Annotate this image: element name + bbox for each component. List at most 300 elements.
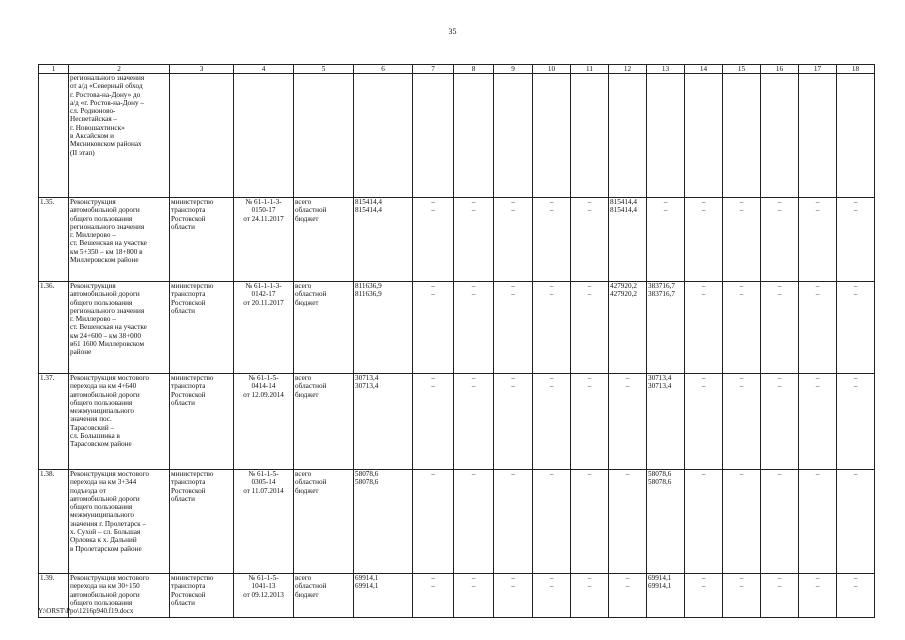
cell-line: – (701, 374, 706, 382)
amount-cell (799, 574, 837, 618)
cell-line: г. Миллерово – (70, 315, 116, 324)
amount-cell (454, 198, 494, 282)
column-number: 14 (685, 65, 723, 74)
item-number: 1.39. (39, 574, 69, 618)
customer-cell (170, 470, 234, 574)
cell-line: – (431, 290, 435, 299)
cell-line: – (549, 282, 554, 290)
amount-cell (723, 282, 761, 374)
object-name-cell (69, 282, 170, 374)
amount-cell (647, 198, 685, 282)
cell-line: сл. Большинка в (70, 432, 120, 441)
amount-cell (609, 470, 647, 574)
cell-line: – (431, 382, 435, 391)
amount-cell (609, 74, 647, 198)
cell-line: – (701, 574, 706, 582)
item-number: 1.36. (39, 282, 69, 374)
funding-source-cell (294, 470, 354, 574)
amount-cell (533, 374, 571, 470)
cell-line: области (171, 222, 196, 231)
cell-line: Реконструкция мостового (70, 574, 149, 582)
cell-line: общего пользования (70, 214, 133, 223)
cell-line: – (431, 582, 435, 591)
cell-line: – (739, 582, 744, 591)
column-number: 18 (837, 65, 875, 74)
cell-line: 811636,9 (355, 282, 382, 290)
cell-line: бюджет (295, 390, 319, 399)
cell-line: ст. Вешенская на участке (70, 323, 147, 332)
cell-line: – (511, 470, 515, 478)
customer-cell (170, 198, 234, 282)
amount-cell (837, 282, 875, 374)
amount-cell (413, 74, 454, 198)
cell-line: – (815, 470, 820, 478)
cell-line: Ростовской (171, 214, 206, 223)
cell-line: общего пользования (70, 503, 133, 512)
cell-line: № 61-1-5- (248, 470, 279, 478)
amount-cell (571, 198, 609, 282)
cell-line: общего пользования (70, 298, 133, 307)
amount-cell (413, 374, 454, 470)
amount-cell (354, 574, 413, 618)
column-number: 3 (170, 65, 234, 74)
cell-line: Ростовской (171, 590, 206, 599)
cell-line: – (815, 206, 820, 215)
document-cell (234, 282, 294, 374)
cell-line: – (549, 582, 554, 591)
funding-source-cell (294, 282, 354, 374)
cell-line: 815414,4 (610, 206, 637, 215)
cell-line: – (853, 374, 858, 382)
cell-line: – (511, 574, 515, 582)
cell-line: – (815, 574, 820, 582)
cell-line: областной (295, 478, 327, 487)
object-name-cell (69, 470, 170, 574)
object-name-cell (69, 374, 170, 470)
column-number: 1 (39, 65, 69, 74)
amount-cell (413, 282, 454, 374)
item-number: 1.37. (39, 374, 69, 470)
cell-line: – (739, 470, 744, 478)
cell-line: – (777, 290, 782, 299)
table-row (39, 198, 875, 282)
cell-line: г. Миллерово – (70, 231, 116, 240)
cell-line: – (815, 582, 820, 591)
column-number: 13 (647, 65, 685, 74)
cell-line: Ростовской (171, 486, 206, 495)
cell-line: – (815, 282, 820, 290)
cell-line: перехода на км 4+640 (70, 382, 137, 391)
column-number: 17 (799, 65, 837, 74)
cell-line: – (511, 290, 515, 299)
cell-line: – (549, 470, 554, 478)
object-name-cell (69, 74, 170, 198)
cell-line: 58078,6 (648, 478, 672, 487)
cell-line: – (549, 574, 554, 582)
cell-line: автомобильной дороги (70, 494, 140, 503)
cell-line: № 61-1-5- (248, 574, 279, 582)
document-cell (234, 574, 294, 618)
cell-line: Реконструкция (70, 282, 116, 290)
amount-cell (647, 574, 685, 618)
cell-line: – (587, 374, 592, 382)
cell-line: – (471, 382, 476, 391)
cell-line: от 24.11.2017 (243, 214, 284, 223)
column-number: 4 (234, 65, 294, 74)
cell-line: – (739, 282, 744, 290)
cell-line: от 20.11.2017 (243, 298, 284, 307)
cell-line: – (701, 290, 706, 299)
column-number: 5 (294, 65, 354, 74)
amount-cell (761, 374, 799, 470)
cell-line: – (701, 206, 706, 215)
column-number: 9 (494, 65, 533, 74)
amount-cell (533, 74, 571, 198)
cell-line: областной (295, 382, 327, 391)
amount-cell (413, 574, 454, 618)
cell-line: подъезда от (70, 486, 106, 495)
cell-line: – (739, 290, 744, 299)
cell-line: – (853, 382, 858, 391)
table-row (39, 282, 875, 374)
cell-line: 0305-14 (251, 478, 276, 487)
cell-line: – (431, 470, 435, 478)
cell-line: регионального значения (70, 74, 145, 82)
cell-line: г. Ростова-на-Дону» до (70, 90, 141, 99)
cell-line: 427920,2 (610, 290, 637, 299)
cell-line: – (739, 374, 744, 382)
cell-line: г. Новошахтинск» (70, 123, 125, 132)
cell-line: всего (295, 282, 312, 290)
cell-line: – (471, 470, 476, 478)
amount-cell (571, 74, 609, 198)
cell-line: сл. Родионово- (70, 107, 116, 116)
amount-cell (494, 470, 533, 574)
amount-cell (647, 374, 685, 470)
program-table (38, 64, 875, 618)
cell-line: – (853, 582, 858, 591)
cell-line: – (431, 206, 435, 215)
cell-line: а/д «г. Ростов-на-Дону – (70, 98, 144, 107)
cell-line: 1041-13 (251, 582, 276, 591)
amount-cell (454, 374, 494, 470)
cell-line: – (739, 198, 744, 206)
cell-line: 815414,4 (610, 198, 637, 206)
cell-line: – (587, 582, 592, 591)
column-number: 16 (761, 65, 799, 74)
column-number: 15 (723, 65, 761, 74)
amount-cell (685, 470, 723, 574)
cell-line: регионального значения (70, 222, 145, 231)
amount-cell (761, 574, 799, 618)
cell-line: области (171, 306, 196, 315)
amount-cell (837, 198, 875, 282)
cell-line: Тарасовском районе (70, 440, 132, 449)
cell-line: межмуниципального (70, 407, 134, 416)
funding-source-cell (294, 374, 354, 470)
cell-line: – (853, 206, 858, 215)
amount-cell (799, 374, 837, 470)
cell-line: регионального значения (70, 306, 145, 315)
amount-cell (799, 198, 837, 282)
cell-line: перехода на км 3+344 (70, 478, 137, 487)
amount-cell (685, 198, 723, 282)
amount-cell (533, 470, 571, 574)
document-cell (234, 74, 294, 198)
amount-cell (685, 282, 723, 374)
cell-line: – (701, 282, 706, 290)
table-row (39, 74, 875, 198)
cell-line: значения г. Пролетарск – (70, 519, 147, 528)
document-cell (234, 470, 294, 574)
cell-line: – (511, 198, 515, 206)
cell-line: областной (295, 290, 327, 299)
cell-line: – (739, 206, 744, 215)
amount-cell (354, 374, 413, 470)
cell-line: – (625, 374, 630, 382)
cell-line: автомобильной дороги (70, 390, 140, 399)
cell-line: – (701, 582, 706, 591)
amount-cell (533, 282, 571, 374)
cell-line: – (701, 470, 706, 478)
cell-line: Несветайская – (70, 115, 118, 124)
cell-line: общего пользования (70, 598, 133, 607)
cell-line: – (777, 374, 782, 382)
cell-line: транспорта (171, 582, 206, 591)
cell-line: 69914,1 (648, 582, 672, 591)
amount-cell (454, 74, 494, 198)
amount-cell (609, 374, 647, 470)
cell-line: – (549, 290, 554, 299)
cell-line: межмуниципального (70, 511, 134, 520)
column-number: 10 (533, 65, 571, 74)
table-row (39, 470, 875, 574)
cell-line: всего (295, 198, 312, 206)
cell-line: автомобильной дороги (70, 590, 140, 599)
cell-line: бюджет (295, 298, 319, 307)
amount-cell (454, 470, 494, 574)
cell-line: 69914,1 (648, 574, 672, 582)
cell-line: транспорта (171, 382, 206, 391)
customer-cell (170, 374, 234, 470)
cell-line: – (471, 206, 476, 215)
cell-line: – (853, 290, 858, 299)
cell-line: Тарасовский – (70, 423, 115, 432)
cell-line: министерство (171, 574, 214, 582)
cell-line: районе (70, 348, 92, 357)
amount-cell (761, 470, 799, 574)
cell-line: Орловка к х. Дальний (70, 536, 137, 545)
amount-cell (761, 198, 799, 282)
cell-line: – (431, 374, 435, 382)
cell-line: – (777, 574, 782, 582)
cell-line: – (701, 198, 706, 206)
customer-cell (170, 574, 234, 618)
amount-cell (837, 470, 875, 574)
cell-line: 383716,7 (648, 282, 675, 290)
column-number: 11 (571, 65, 609, 74)
amount-cell (354, 282, 413, 374)
cell-line: 815414,4 (355, 198, 382, 206)
amount-cell (354, 74, 413, 198)
amount-cell (723, 74, 761, 198)
cell-line: – (777, 198, 782, 206)
cell-line: Реконструкция (70, 198, 116, 206)
cell-line: км 5+350 – км 18+800 в (70, 247, 143, 256)
amount-cell (533, 198, 571, 282)
cell-line: 58078,6 (355, 478, 379, 487)
cell-line: области (171, 398, 196, 407)
column-number: 6 (354, 65, 413, 74)
amount-cell (647, 282, 685, 374)
cell-line: бюджет (295, 214, 319, 223)
amount-cell (799, 282, 837, 374)
amount-cell (799, 74, 837, 198)
amount-cell (354, 470, 413, 574)
cell-line: – (587, 574, 592, 582)
funding-source-cell (294, 74, 354, 198)
amount-cell (837, 374, 875, 470)
cell-line: бюджет (295, 590, 319, 599)
amount-cell (494, 574, 533, 618)
document-cell (234, 198, 294, 282)
table-row (39, 574, 875, 618)
cell-line: от а/д «Северный обход (70, 82, 143, 91)
cell-line: министерство (171, 198, 214, 206)
cell-line: в61 1600 Миллеровском (70, 340, 145, 349)
cell-line: 0150-17 (251, 206, 276, 215)
item-number: 1.35. (39, 198, 69, 282)
cell-line: – (663, 206, 668, 215)
cell-line: – (777, 582, 782, 591)
cell-line: – (511, 282, 515, 290)
cell-line: – (549, 198, 554, 206)
amount-cell (723, 374, 761, 470)
cell-line: значения пос. (70, 415, 112, 424)
amount-cell (354, 198, 413, 282)
cell-line: министерство (171, 470, 214, 478)
cell-line: № 61-1-1-3- (245, 198, 282, 206)
amount-cell (761, 282, 799, 374)
cell-line: общего пользования (70, 398, 133, 407)
amount-cell (494, 74, 533, 198)
column-number-row (39, 65, 875, 74)
cell-line: Миллеровском районе (70, 256, 139, 265)
amount-cell (837, 74, 875, 198)
cell-line: – (587, 206, 592, 215)
cell-line: – (587, 290, 592, 299)
cell-line: 58078,6 (355, 470, 379, 478)
cell-line: – (471, 582, 476, 591)
cell-line: перехода на км 30+150 (70, 582, 140, 591)
cell-line: 383716,7 (648, 290, 675, 299)
cell-line: – (815, 374, 820, 382)
cell-line: Ростовской (171, 298, 206, 307)
amount-cell (571, 470, 609, 574)
cell-line: № 61-1-1-3- (245, 282, 282, 290)
amount-cell (609, 282, 647, 374)
cell-line: в Пролетарском районе (70, 544, 142, 553)
cell-line: областной (295, 582, 327, 591)
cell-line: – (511, 374, 515, 382)
amount-cell (571, 282, 609, 374)
cell-line: – (815, 198, 820, 206)
cell-line: 0142-17 (251, 290, 276, 299)
amount-cell (609, 198, 647, 282)
cell-line: – (777, 206, 782, 215)
page-number: 35 (448, 27, 457, 36)
cell-line: области (171, 494, 196, 503)
cell-line: – (431, 282, 435, 290)
cell-line: – (431, 574, 435, 582)
cell-line: – (663, 198, 668, 206)
cell-line: 30713,4 (648, 382, 672, 391)
column-number: 8 (454, 65, 494, 74)
amount-cell (533, 574, 571, 618)
cell-line: Реконструкция мостового (70, 374, 149, 382)
amount-cell (454, 282, 494, 374)
amount-cell (494, 198, 533, 282)
cell-line: 30713,4 (355, 382, 379, 391)
file-path-footer: Y:\ORST\Ppo\1216p940.f19.docx (38, 607, 134, 615)
cell-line: 58078,6 (648, 470, 672, 478)
amount-cell (685, 374, 723, 470)
cell-line: – (471, 374, 476, 382)
cell-line: – (511, 382, 515, 391)
cell-line: области (171, 598, 196, 607)
cell-line: – (777, 282, 782, 290)
cell-line: 69914,1 (355, 574, 379, 582)
cell-line: всего (295, 470, 312, 478)
cell-line: от 09.12.2013 (243, 590, 284, 599)
cell-line: – (853, 198, 858, 206)
cell-line: транспорта (171, 206, 206, 215)
cell-line: всего (295, 374, 312, 382)
item-number (39, 74, 69, 198)
cell-line: № 61-1-5- (248, 374, 279, 382)
cell-line: км 24+600 – км 38+000 (70, 331, 141, 340)
amount-cell (647, 470, 685, 574)
amount-cell (571, 574, 609, 618)
cell-line: х. Сухой – сл. Большая (70, 528, 141, 537)
cell-line: бюджет (295, 486, 319, 495)
amount-cell (454, 574, 494, 618)
cell-line: – (511, 582, 515, 591)
amount-cell (685, 74, 723, 198)
cell-line: – (853, 574, 858, 582)
cell-line: – (587, 282, 592, 290)
cell-line: министерство (171, 282, 214, 290)
cell-line: – (471, 290, 476, 299)
amount-cell (761, 74, 799, 198)
item-number: 1.38. (39, 470, 69, 574)
cell-line: – (853, 470, 858, 478)
document-cell (234, 374, 294, 470)
cell-line: – (471, 198, 476, 206)
cell-line: 30713,4 (355, 374, 379, 382)
cell-line: в Аксайском и (70, 132, 114, 141)
amount-cell (723, 470, 761, 574)
cell-line: 427920,2 (610, 282, 637, 290)
funding-source-cell (294, 574, 354, 618)
amount-cell (799, 470, 837, 574)
cell-line: 30713,4 (648, 374, 672, 382)
cell-line: – (471, 282, 476, 290)
amount-cell (723, 574, 761, 618)
cell-line: – (511, 206, 515, 215)
table-row (39, 374, 875, 470)
cell-line: – (625, 582, 630, 591)
